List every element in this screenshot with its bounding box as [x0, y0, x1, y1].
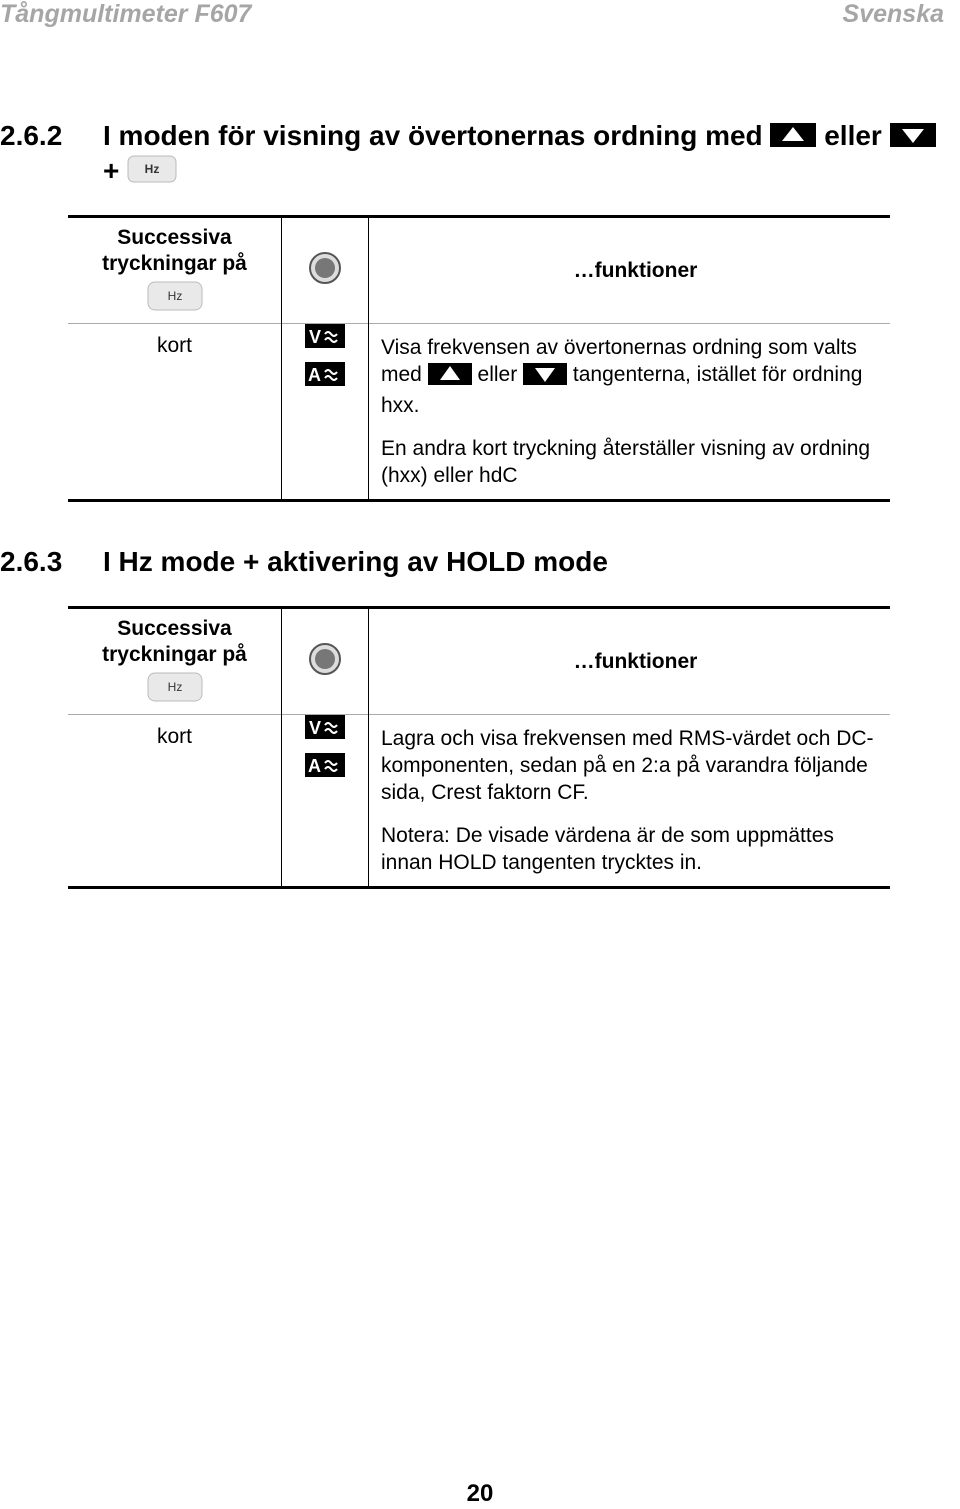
section-title — [103, 120, 936, 154]
row-description — [369, 715, 891, 888]
table-head-functions: …funktioner — [369, 608, 891, 715]
svg-text:A: A — [308, 365, 321, 385]
hz-key-icon — [68, 672, 281, 708]
svg-text:A: A — [308, 756, 321, 776]
function-table-263 — [68, 606, 890, 889]
table-row — [68, 715, 890, 888]
svg-text:V: V — [309, 718, 322, 738]
section-title-text: I moden för visning av övertonernas ordning med — [103, 120, 763, 151]
row-mode-icons — [282, 715, 369, 888]
round-button-icon — [308, 267, 342, 290]
section-title-or: eller — [824, 120, 882, 151]
down-arrow-key-icon — [890, 122, 936, 154]
description-paragraph-2: Notera: De visade värdena är de som uppmättes innan HOLD tangenten trycktes in. — [381, 824, 834, 874]
up-arrow-key-icon — [770, 122, 816, 154]
a-ac-dc-mode-icon — [305, 753, 345, 777]
description-paragraph: Lagra och visa frekvensen med RMS-värdet och DC-komponenten, sedan på en 2:a på varandra följande sida, Crest faktorn CF. — [381, 727, 874, 804]
row-press-type: kort — [68, 324, 282, 501]
v-ac-dc-mode-icon — [305, 324, 345, 348]
up-arrow-key-icon — [428, 363, 472, 392]
head-label-line1: Successiva — [117, 225, 232, 249]
document-header-title: Tångmultimeter F607 — [0, 0, 252, 28]
svg-text:V: V — [309, 327, 322, 347]
hz-key-icon — [127, 155, 177, 190]
head-label-line2: tryckningar på — [102, 251, 247, 275]
svg-text:Hz: Hz — [144, 162, 160, 177]
table-row — [68, 324, 890, 501]
round-button-icon — [308, 658, 342, 681]
head-label-line1: Successiva — [117, 616, 232, 640]
head-label-line2: tryckningar på — [102, 642, 247, 666]
hz-key-icon — [68, 281, 281, 317]
table-head-button-icon — [282, 217, 369, 324]
description-paragraph — [381, 334, 890, 419]
section-number: 2.6.3 — [0, 546, 63, 577]
svg-text:Hz: Hz — [167, 679, 182, 694]
section-number: 2.6.2 — [0, 120, 63, 151]
svg-text:Hz: Hz — [167, 288, 182, 303]
table-head-functions: …funktioner — [369, 217, 891, 324]
description-text: eller — [477, 363, 518, 386]
function-table-262 — [68, 215, 890, 502]
plus-sign: + — [103, 155, 120, 186]
section-title: I Hz mode + aktivering av HOLD mode — [103, 546, 608, 577]
document-header-language: Svenska — [842, 0, 944, 28]
table-head-button-icon — [282, 608, 369, 715]
section-title-plus-line — [103, 155, 177, 190]
v-ac-dc-mode-icon — [305, 715, 345, 739]
row-press-type: kort — [68, 715, 282, 888]
table-head-presses — [68, 608, 282, 715]
table-head-presses — [68, 217, 282, 324]
row-mode-icons — [282, 324, 369, 501]
a-ac-dc-mode-icon — [305, 362, 345, 386]
description-text: Visa frekvensen av övertonernas ordning som valts med — [381, 336, 857, 386]
page-number: 20 — [466, 1480, 494, 1507]
description-paragraph-2: En andra kort tryckning återställer visning av ordning (hxx) eller hdC — [381, 437, 871, 487]
down-arrow-key-icon — [523, 363, 567, 392]
description-text: tangenterna, istället för ordning hxx. — [381, 363, 863, 417]
row-description — [369, 324, 891, 501]
